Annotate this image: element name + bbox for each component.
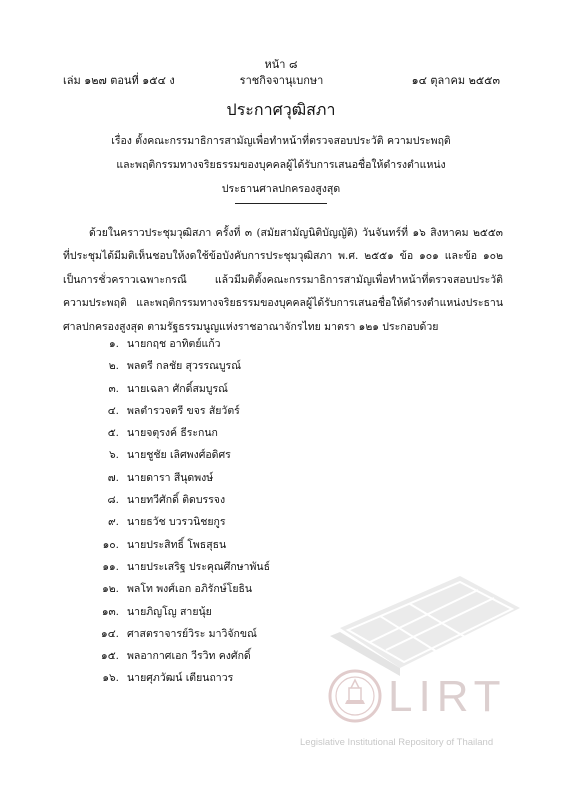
item-number: ๒. — [108, 360, 119, 373]
list-item — [85, 378, 405, 400]
member-name: นายธวัช บวรวนิชยกูร — [127, 516, 226, 529]
member-name: พลโท พงศ์เอก อภิรักษ์โยธิน — [127, 583, 253, 596]
member-name: พลอากาศเอก วีรวิท คงศักดิ์ — [127, 650, 251, 663]
member-name: นายภิญโญ สายนุ้ย — [127, 605, 212, 618]
member-name: ศาสตราจารย์วิระ มาวิจักขณ์ — [127, 627, 257, 640]
item-number: ๑๐. — [102, 538, 119, 551]
subject-line: ประธานศาลปกครองสูงสุด — [221, 183, 341, 195]
member-name: นายทวีศักดิ์ ติดบรรจง — [127, 494, 226, 507]
item-number: ๑๒. — [102, 583, 119, 596]
item-number: ๑๕. — [101, 650, 119, 663]
item-number: ๑๖. — [102, 672, 119, 685]
page-number: หน้า ๘ — [264, 58, 298, 71]
lirt-tagline: Legislative Institutional Repository of Thailand — [300, 737, 494, 748]
list-item — [85, 355, 405, 377]
volume-issue: เล่ม ๑๒๗ ตอนที่ ๑๕๔ ง — [63, 74, 175, 87]
item-number: ๕. — [107, 427, 119, 440]
member-name: พลตำรวจตรี ขจร สัยวัตร์ — [127, 404, 240, 417]
member-name: นายประสิทธิ์ โพธสุธน — [127, 538, 227, 551]
document-subject — [60, 129, 502, 201]
member-name: นายดารา สีนุดพงษ์ — [127, 471, 214, 484]
item-number: ๔. — [107, 404, 119, 417]
title-divider — [235, 203, 327, 204]
parliament-seal-icon — [327, 668, 383, 724]
publication-date: ๑๔ ตุลาคม ๒๕๕๓ — [411, 74, 500, 87]
item-number: ๙. — [107, 516, 119, 529]
list-item — [85, 489, 405, 511]
book-graphic-icon — [300, 568, 530, 678]
body-paragraph — [63, 222, 503, 339]
member-name: นายจตุรงค์ ธีระกนก — [127, 427, 218, 440]
list-item — [85, 333, 405, 355]
item-number: ๑. — [108, 338, 119, 350]
list-item — [85, 534, 405, 556]
item-number: ๑๓. — [101, 605, 119, 618]
list-item — [85, 511, 405, 533]
list-item — [85, 400, 405, 422]
lirt-logo-text: LIRT — [388, 672, 507, 721]
member-name: นายกฤช อาทิตย์แก้ว — [127, 338, 221, 350]
subject-line: เรื่อง ตั้งคณะกรรมาธิการสามัญเพื่อทำหน้าที่ตรวจสอบประวัติ ความประพฤติ — [111, 135, 451, 147]
lirt-watermark — [300, 568, 530, 758]
body-text: ด้วยในคราวประชุมวุฒิสภา ครั้งที่ ๓ (สมัยสามัญนิติบัญญัติ) วันจันทร์ที่ ๑๖ สิงหาคม ๒๕๕๓ ที่ประชุมได้มีมติเห็นชอบให้งดใช้ข้อบังคับการประชุมวุฒิสภา พ.ศ. ๒๕๕๑ ข้อ ๑๐๑ และข้อ ๑๐๒ เป็นการชั่วคราวเฉพาะกรณี แล้วมีมติตั้งคณะกรรมาธิการสามัญเพื่อทำหน้าที่ตรวจสอบประวัติ ความประพฤติ และพฤติกรรมทางจริยธรรมของบุคคลผู้ได้รับการเสนอชื่อให้ดำรงตำแหน่งประธานศาลปกครองสูงสุด ตามรัฐธรรมนูญแห่งราชอาณาจักรไทย มาตรา ๑๒๑ ประกอบด้วย — [63, 227, 503, 333]
document-title: ประกาศวุฒิสภา — [226, 100, 336, 119]
list-item — [85, 444, 405, 466]
item-number: ๖. — [108, 449, 119, 462]
list-item — [85, 467, 405, 489]
subject-line: และพฤติกรรมทางจริยธรรมของบุคคลผู้ได้รับการเสนอชื่อให้ดำรงตำแหน่ง — [116, 159, 446, 171]
item-number: ๘. — [107, 494, 119, 507]
item-number: ๑๑. — [102, 560, 119, 573]
running-header — [63, 71, 500, 87]
list-item — [85, 422, 405, 444]
item-number: ๗. — [107, 471, 119, 484]
member-name: พลตรี กลชัย สุวรรณบูรณ์ — [127, 360, 241, 373]
publication-name: ราชกิจจานุเบกษา — [239, 74, 324, 87]
member-name: นายเฉลา ศักดิ์สมบูรณ์ — [127, 382, 228, 395]
member-name: นายศุภวัฒน์ เตียนถาวร — [127, 672, 234, 685]
member-name: นายชูชัย เลิศพงศ์อดิศร — [127, 449, 231, 462]
item-number: ๑๔. — [101, 627, 119, 640]
member-name: นายประเสริฐ ประคุณศึกษาพันธ์ — [127, 560, 270, 573]
item-number: ๓. — [108, 382, 119, 395]
